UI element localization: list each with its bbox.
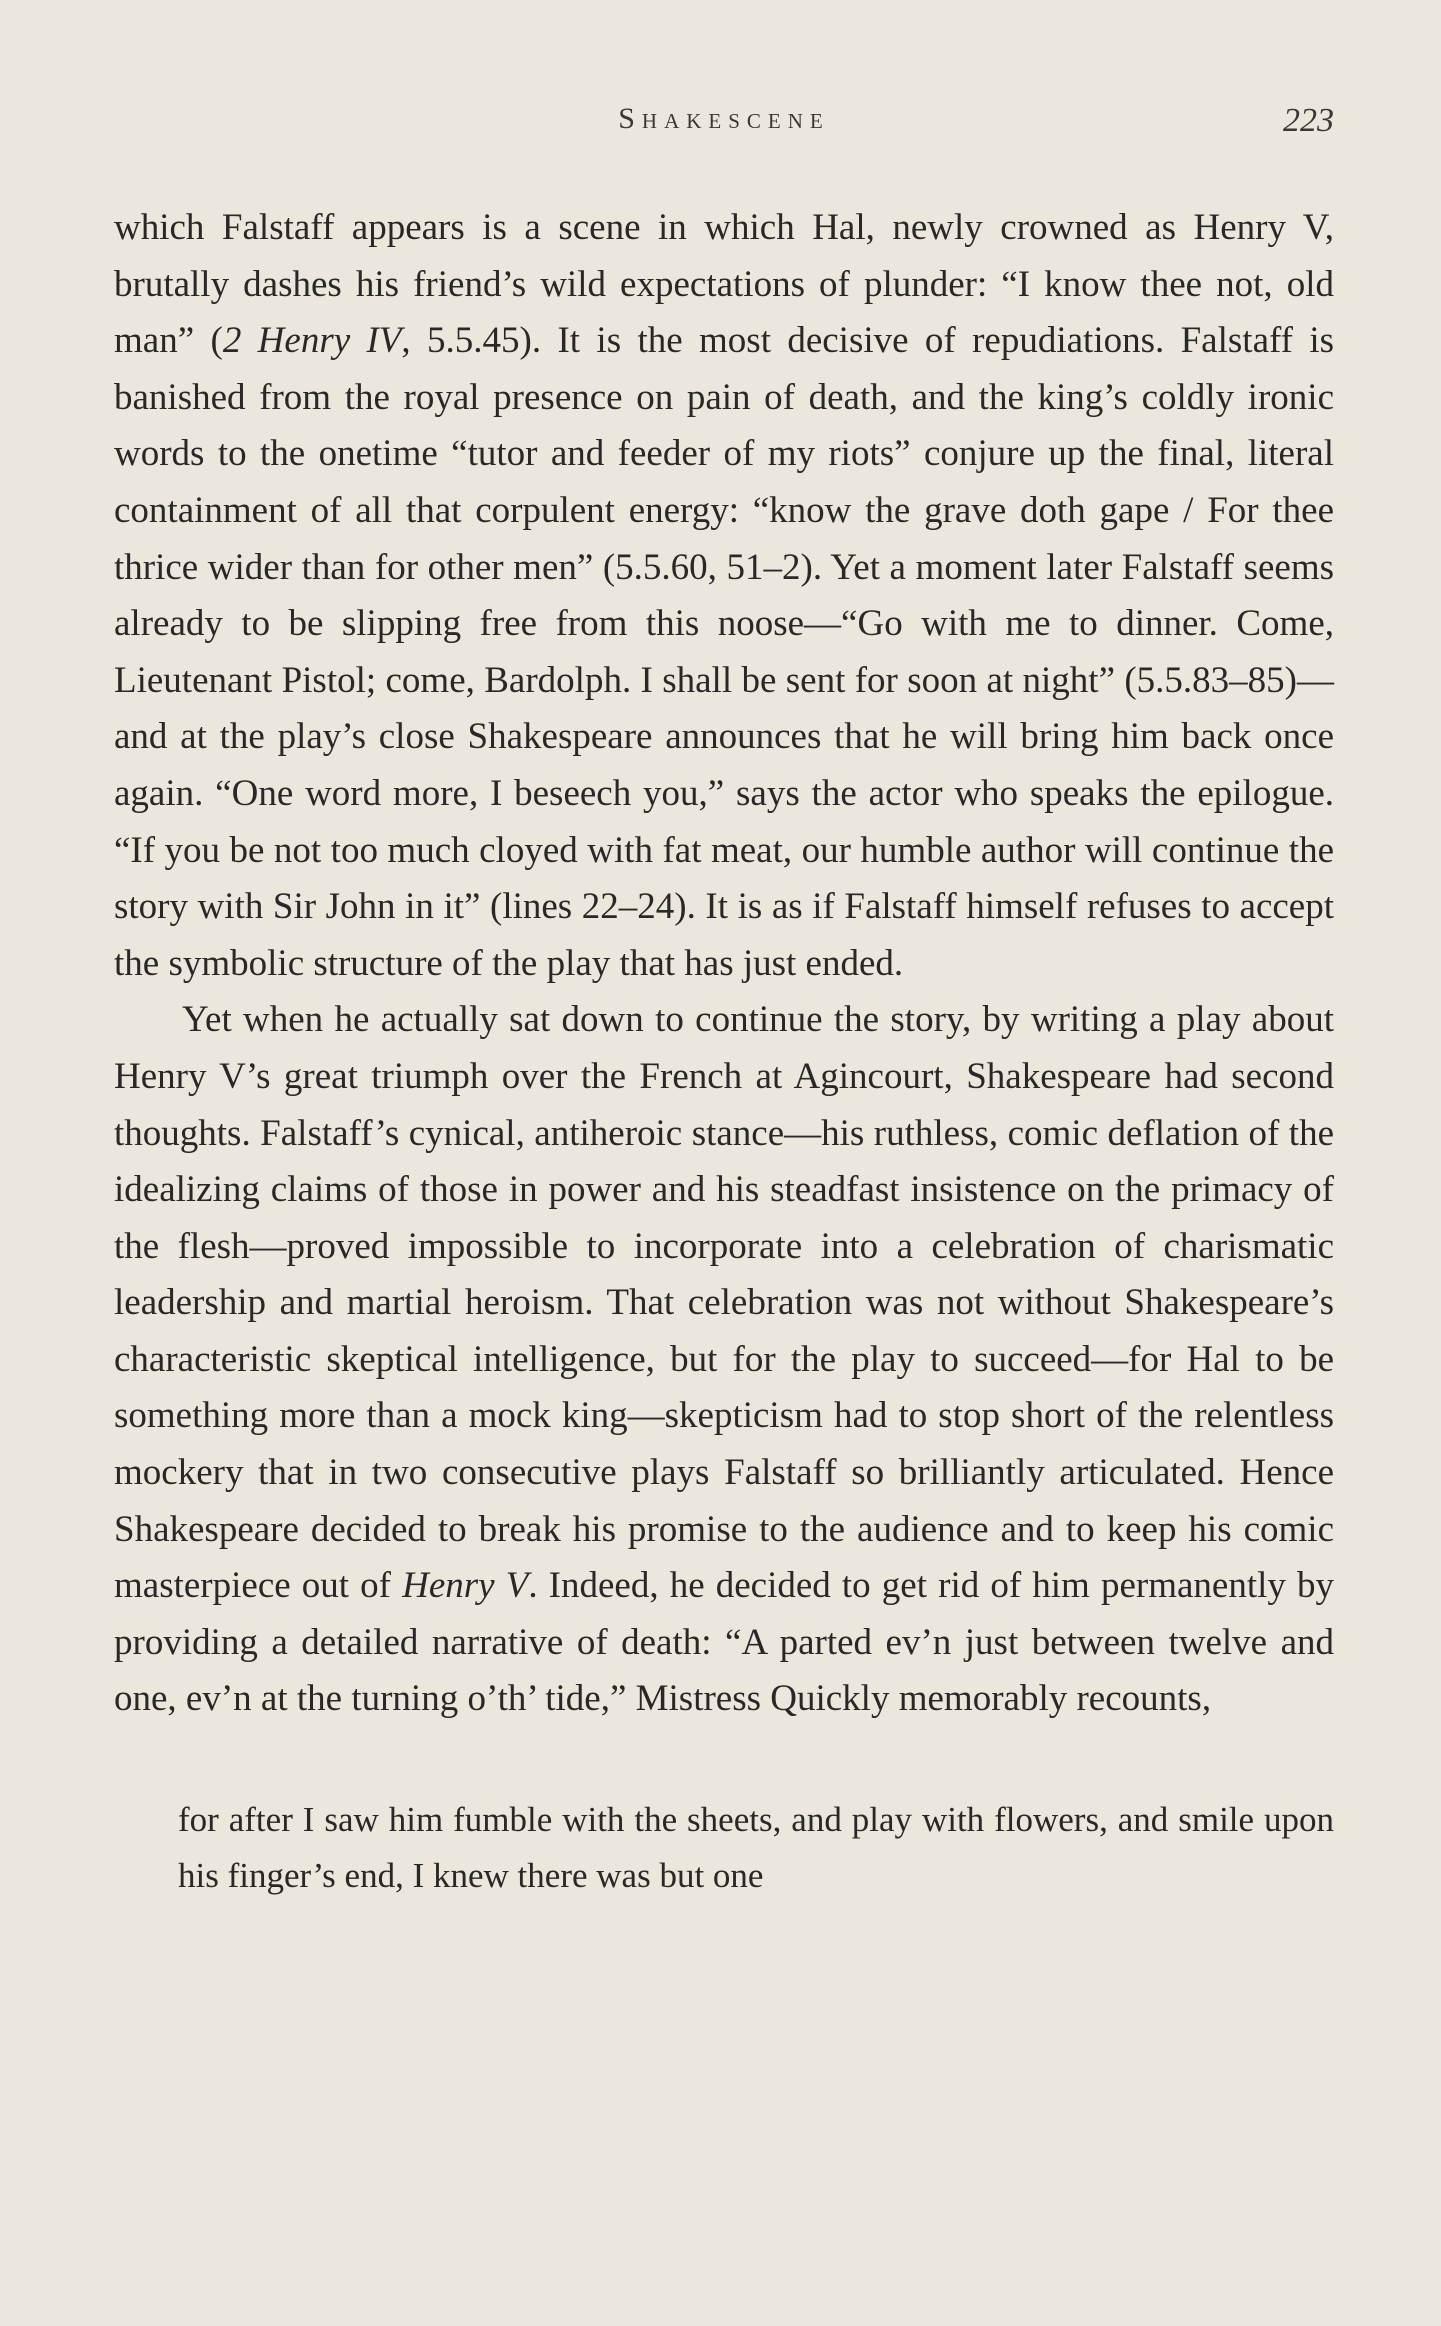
running-head xyxy=(114,102,1334,146)
running-title: Shakescene xyxy=(618,102,830,135)
paragraph-2-text-a: Yet when he actually sat down to continue the story, by writing a play about Henry V’s great triumph over the French at Agincourt, Shakespeare had second thoughts. Falstaff’s cynical, antiheroic stance—his ruthless, comic deflation of the idealizing claims of those in power and his steadfast insistence on the primacy of the flesh—proved impossible to incorporate into a celebration of charismatic leadership and martial heroism. That celebration was not without Shakespeare’s characteristic skeptical intelligence, but for the play to succeed—for Hal to be something more than a mock king—skepticism had to stop short of the relentless mockery that in two consecutive plays Falstaff so brilliantly articulated. Hence Shakespeare decided to break his promise to the audience and to keep his comic masterpiece out of xyxy=(114,999,1334,1607)
paragraph-1 xyxy=(114,200,1334,992)
play-title-2-henry-iv: 2 Henry IV xyxy=(222,320,402,362)
paragraph-1-text-b: , 5.5.45). It is the most decisive of repudiations. Falstaff is banished from the royal presence on pain of death, and the king’s coldly ironic words to the onetime “tutor and feeder of my riots” conjure up the final, literal containment of all that corpulent energy: “know the grave doth gape / For thee thrice wider than for other men” (5.5.60, 51–2). Yet a moment later Falstaff seems already to be slipping free from this noose—“Go with me to dinner. Come, Lieutenant Pistol; come, Bardolph. I shall be sent for soon at night” (5.5.83–85)—and at the play’s close Shakespeare announces that he will bring him back once again. “One word more, I beseech you,” says the actor who speaks the epilogue. “If you be not too much cloyed with fat meat, our humble author will continue the story with Sir John in it” (lines 22–24). It is as if Falstaff himself refuses to accept the symbolic structure of the play that has just ended. xyxy=(114,320,1335,984)
paragraph-2-text-b: . Indeed, he decided to get rid of him permanently by providing a detailed narrative of death: “A parted ev’n just between twelve and one, ev’n at the turning o’th’ tide,” Mistress Quickly memorably recounts, xyxy=(114,1565,1334,1720)
block-quote: for after I saw him fumble with the sheets, and play with flowers, and smile upon his finger’s end, I knew there was but one xyxy=(178,1800,1334,1896)
play-title-henry-v: Henry V xyxy=(402,1565,529,1607)
page-number: 223 xyxy=(1283,102,1334,139)
paragraph-1-text-a: which Falstaff appears is a scene in which Hal, newly crowned as Henry V, brutally dashes his friend’s wild expectations of plunder: “I know thee not, old man” ( xyxy=(114,207,1334,362)
body-text xyxy=(114,200,1334,1904)
paragraph-2 xyxy=(114,992,1334,1728)
